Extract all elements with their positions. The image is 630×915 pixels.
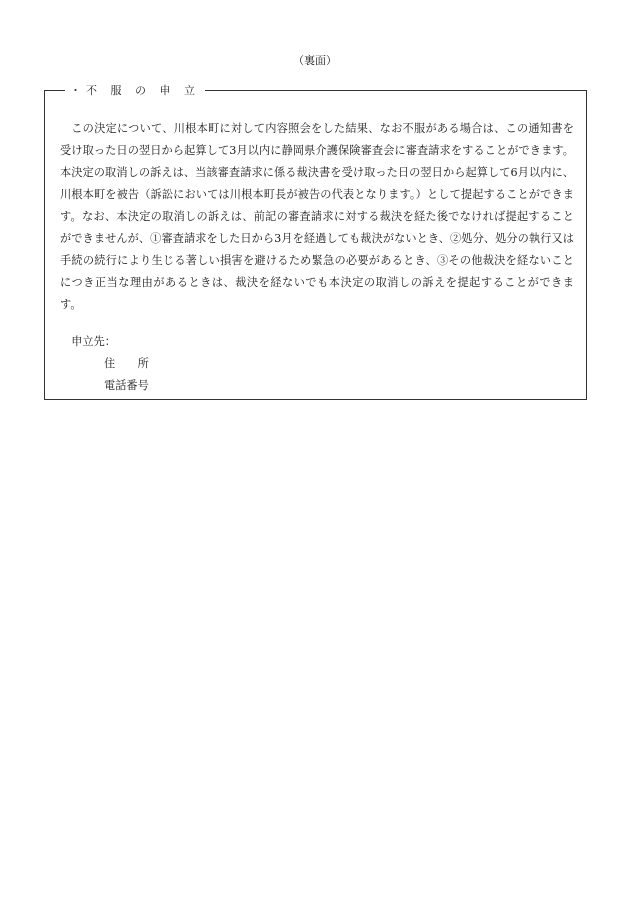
address-label: 住 所 xyxy=(104,357,149,370)
appeal-body-text: この決定について、川根本町に対して内容照会をした結果、なお不服がある場合は、この通知書を受け取った日の翌日から起算して3月以内に静岡県介護保険審査会に審査請求をすることができます。本決定の取消しの訴えは、当該審査請求に係る裁決書を受け取った日の翌日から起算して6月以内に、川根本町を被告（訴訟においては川根本町長が被告の代表となります。）として提起することができます。なお、本決定の取消しの訴えは、前記の審査請求に対する裁決を経た後でなければ提起することができませんが、①審査請求をした日から3月を経過しても裁決がないとき、②処分、処分の執行又は手続の続行により生じる著しい損害を避けるため緊急の必要があるとき、③その他裁決を経ないことにつき正当な理由があるときは、裁決を経ないでも本決定の取消しの訴えを提起することができます。 xyxy=(60,122,574,311)
section-title: ・不 服 の 申 立 xyxy=(65,83,205,99)
page-side-label: （裏面） xyxy=(293,54,337,67)
address-row xyxy=(60,353,604,375)
contact-heading: 申立先： xyxy=(71,335,116,348)
phone-row xyxy=(60,375,604,397)
appeal-section-box xyxy=(44,84,587,400)
phone-label: 電話番号 xyxy=(104,379,149,392)
